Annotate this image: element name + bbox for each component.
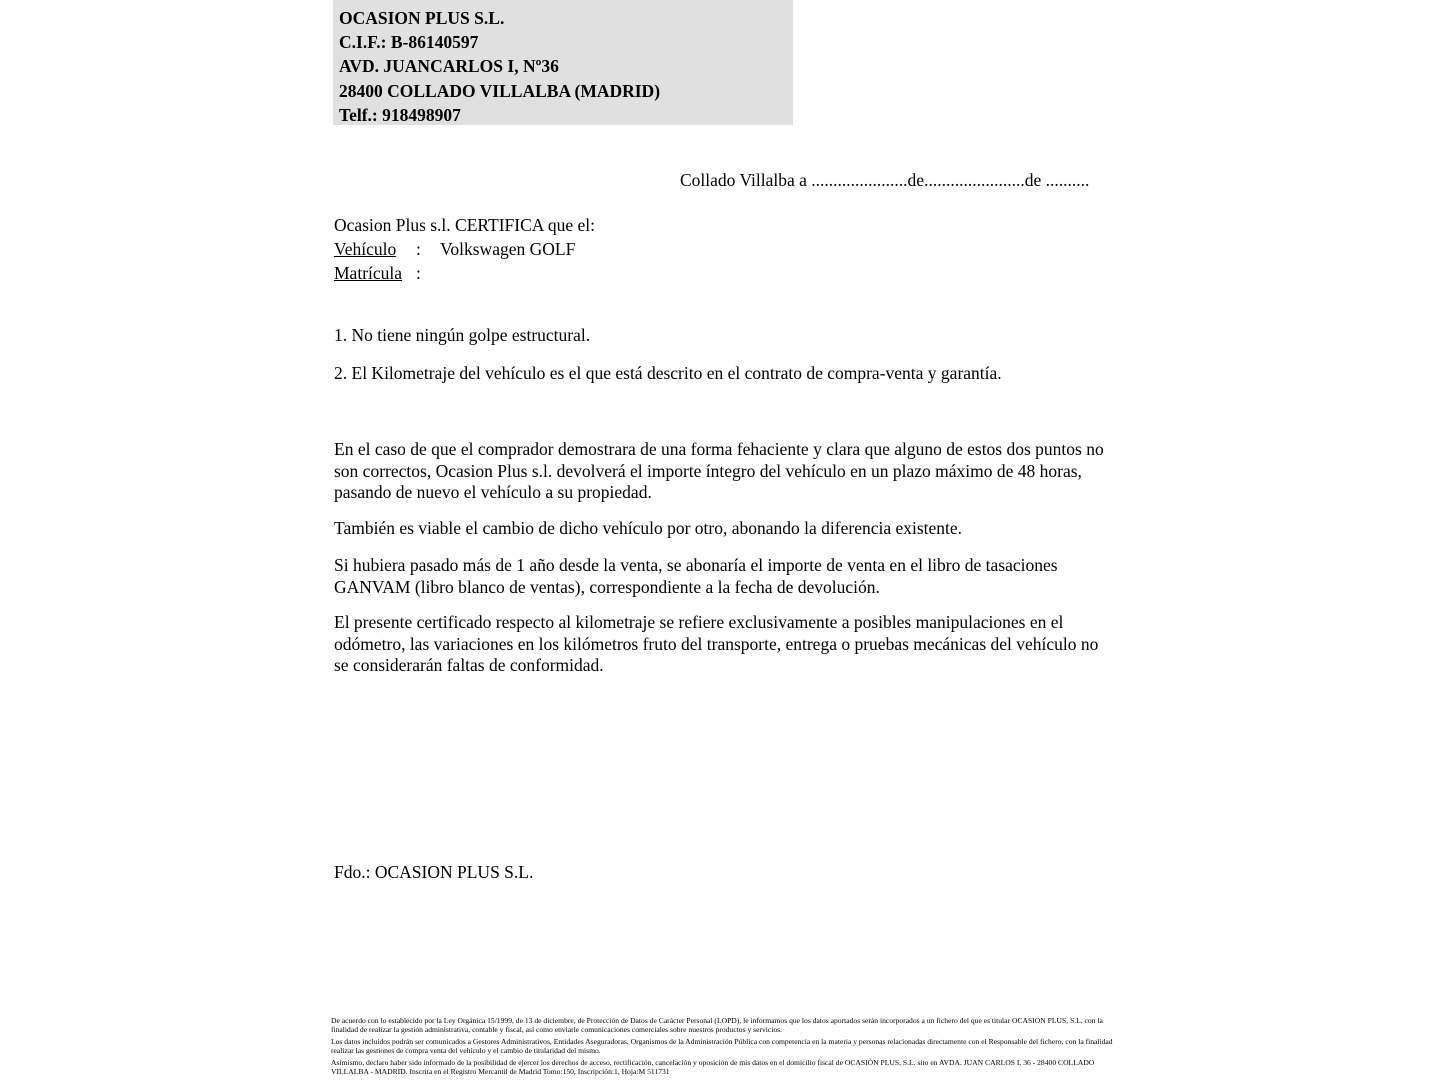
field-matricula-colon: : [416,263,421,283]
field-vehiculo-label: Vehículo [334,239,397,259]
company-phone: Telf.: 918498907 [339,104,461,125]
field-vehiculo-value: Volkswagen GOLF [440,239,576,259]
certified-point-2: 2. El Kilometraje del vehículo es el que está descrito en el contrato de compra-venta y garantía. [334,363,1002,383]
paragraph-vehicle-exchange: También es viable el cambio de dicho vehículo por otro, abonando la diferencia existente. [334,518,963,538]
field-vehiculo [334,239,575,260]
paragraph-odometer-scope: El presente certificado respecto al kilometraje se refiere exclusivamente a posibles manipulaciones en el odómetro, las variaciones en los kilómetros fruto del transporte, entrega o pruebas mecánicas del vehículo no se considerarán faltas de conformidad. [334,612,1099,675]
legal-notice-paragraph-3: Asimismo, declaro haber sido informado de la posibilidad de ejercer los derechos de acceso, rectificación, cancelación y oposición de mis datos en el domicilio fiscal de OCASIÓN PLUS, S.L. sito en AVDA. JUAN CARLOS I, 36 - 28400 COLLADO VILLALBA - MADRID. Inscrita en el Registro Mercantil de Madrid Tomo:150, Inscripción:1, Hoja:M 511731 [331,1058,1095,1077]
field-matricula [334,263,440,284]
legal-notice [331,1016,1121,1077]
company-name: OCASION PLUS S.L. [339,8,505,28]
certified-point-1: 1. No tiene ningún golpe estructural. [334,325,591,345]
company-city: 28400 COLLADO VILLALBA (MADRID) [339,80,661,101]
paragraph-one-year-clause: Si hubiera pasado más de 1 año desde la venta, se abonaría el importe de venta en el libro de tasaciones GANVAM (libro blanco de ventas), correspondiente a la fecha de devolución. [334,555,1058,597]
field-matricula-label: Matrícula [334,263,403,283]
certifies-intro: Ocasion Plus s.l. CERTIFICA que el: [334,215,595,235]
field-vehiculo-colon: : [416,239,421,259]
legal-notice-paragraph-1: De acuerdo con lo establecido por la Ley Orgánica 15/1999, de 13 de diciembre, de Protección de Datos de Carácter Personal (LOPD), le informamos que los datos aportados serán incorporados a un fichero del que es titular OCASION PLUS, S.L. con la finalidad de realizar la gestión administrativa, contable y fiscal, así como enviarle comunicaciones comerciales sobre nuestros productos y servicios. [331,1016,1103,1035]
paragraph-refund-terms: En el caso de que el comprador demostrara de una forma fehaciente y clara que alguno de estos dos puntos no son correctos, Ocasion Plus s.l. devolverá el importe íntegro del vehículo en un plazo máximo de 48 horas, pasando de nuevo el vehículo a su propiedad. [334,439,1104,502]
company-address: AVD. JUANCARLOS I, Nº36 [339,56,559,77]
company-cif: C.I.F.: B-86140597 [339,32,479,53]
signature-line: Fdo.: OCASION PLUS S.L. [334,862,534,882]
date-line: Collado Villalba a ......................de.......................de .......... [680,170,1090,190]
company-letterhead [333,0,793,125]
legal-notice-paragraph-2: Los datos incluidos podrán ser comunicados a Gestores Administrativos, Entidades Aseguradoras, Organismos de la Administración Pública con competencia en la materia y personas relacionadas directamente con el Responsable del fichero, con la finalidad realizar las gestiones de compra venta del vehículo y el cambio de titularidad del mismo. [331,1037,1113,1056]
